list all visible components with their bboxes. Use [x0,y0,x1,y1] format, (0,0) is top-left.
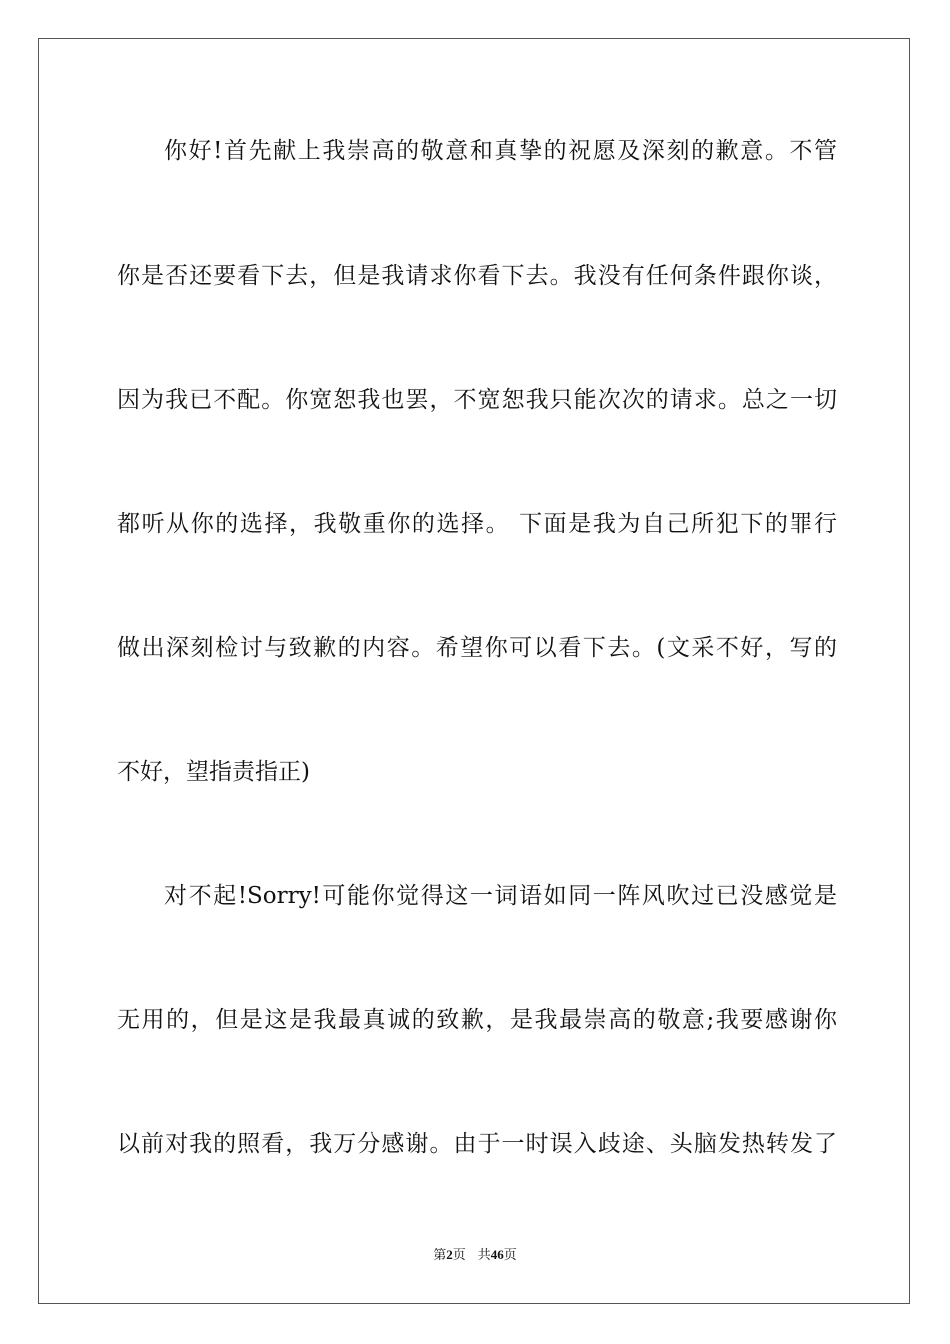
paragraph-1-line-4: 都听从你的选择，我敬重你的选择。 下面是我为自己所犯下的罪行 [117,511,837,537]
footer-page-prefix: 第 [433,1247,447,1262]
paragraph-2-line-2: 无用的，但是这是我最真诚的致歉，是我最崇高的敬意;我要感谢你 [117,1007,837,1033]
footer-page-suffix: 页 [452,1247,466,1262]
paragraph-1-line-1: 你好!首先献上我崇高的敬意和真挚的祝愿及深刻的歉意。不管 [164,138,837,164]
paragraph-1-line-5: 做出深刻检讨与致歉的内容。希望你可以看下去。(文采不好，写的 [117,635,837,661]
footer-total-pages: 46 [490,1247,504,1262]
page-footer [0,1244,950,1263]
paragraph-1-line-6: 不好，望指责指正) [117,759,310,785]
footer-page-number: 2 [446,1247,453,1262]
footer-total-prefix: 共 [477,1247,491,1262]
paragraph-2-line-3: 以前对我的照看，我万分感谢。由于一时误入歧途、头脑发热转发了 [117,1131,837,1157]
paragraph-1-line-2: 你是否还要看下去，但是我请求你看下去。我没有任何条件跟你谈， [117,263,837,289]
paragraph-1-line-3: 因为我已不配。你宽恕我也罢，不宽恕我只能次次的请求。总之一切 [117,387,837,413]
footer-total-suffix: 页 [503,1247,517,1262]
page-border [38,38,910,1304]
paragraph-2-line-1: 对不起!Sorry!可能你觉得这一词语如同一阵风吹过已没感觉是 [164,883,837,909]
